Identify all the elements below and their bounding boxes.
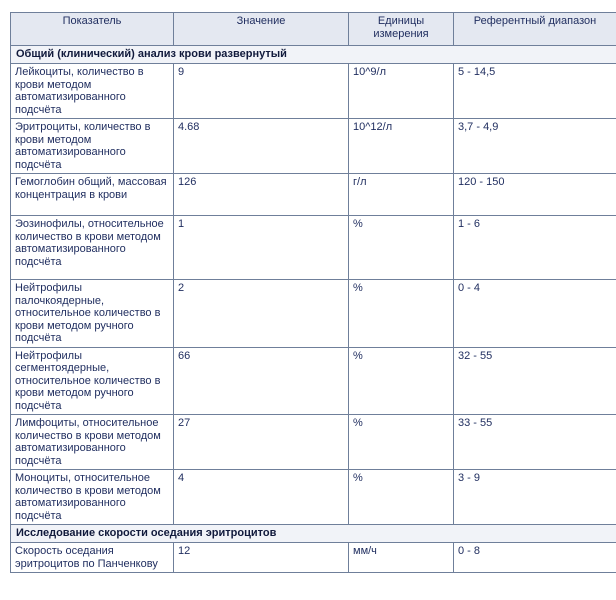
row-value: 4 — [174, 470, 349, 525]
table-row — [11, 174, 616, 216]
row-unit: г/л — [349, 174, 454, 216]
row-reference: 3,7 - 4,9 — [454, 119, 616, 174]
row-reference: 33 - 55 — [454, 415, 616, 470]
table-row — [11, 347, 616, 415]
row-name: Эозинофилы, относительное количество в крови методом автоматизированного подсчёта — [11, 216, 174, 280]
table-row — [11, 470, 616, 525]
row-value: 2 — [174, 280, 349, 348]
table-row — [11, 216, 616, 280]
row-unit: мм/ч — [349, 543, 454, 573]
section-title: Исследование скорости оседания эритроцитов — [11, 525, 616, 543]
row-unit: % — [349, 470, 454, 525]
row-reference: 3 - 9 — [454, 470, 616, 525]
header-reference: Референтный диапазон — [454, 13, 616, 46]
results-table-container — [10, 12, 616, 573]
table-row — [11, 64, 616, 119]
header-value: Значение — [174, 13, 349, 46]
row-value: 4.68 — [174, 119, 349, 174]
row-unit: 10^9/л — [349, 64, 454, 119]
section-row — [11, 525, 616, 543]
row-name: Нейтрофилы сегментоядерные, относительное количество в крови методом ручного подсчёта — [11, 347, 174, 415]
row-value: 12 — [174, 543, 349, 573]
row-name: Скорость оседания эритроцитов по Панченкову — [11, 543, 174, 573]
row-reference: 120 - 150 — [454, 174, 616, 216]
row-reference: 32 - 55 — [454, 347, 616, 415]
row-name: Эритроциты, количество в крови методом автоматизированного подсчёта — [11, 119, 174, 174]
header-indicator: Показатель — [11, 13, 174, 46]
row-name: Нейтрофилы палочкоядерные, относительное количество в крови методом ручного подсчёта — [11, 280, 174, 348]
table-row — [11, 119, 616, 174]
row-value: 27 — [174, 415, 349, 470]
table-row — [11, 415, 616, 470]
row-unit: % — [349, 216, 454, 280]
row-reference: 1 - 6 — [454, 216, 616, 280]
row-name: Лимфоциты, относительное количество в крови методом автоматизированного подсчёта — [11, 415, 174, 470]
row-unit: % — [349, 347, 454, 415]
row-unit: % — [349, 415, 454, 470]
row-value: 126 — [174, 174, 349, 216]
row-value: 9 — [174, 64, 349, 119]
section-title: Общий (клинический) анализ крови развернутый — [11, 46, 616, 64]
section-row — [11, 46, 616, 64]
table-row — [11, 543, 616, 573]
row-reference: 0 - 4 — [454, 280, 616, 348]
row-reference: 5 - 14,5 — [454, 64, 616, 119]
row-reference: 0 - 8 — [454, 543, 616, 573]
row-value: 66 — [174, 347, 349, 415]
header-units: Единицы измерения — [349, 13, 454, 46]
row-name: Лейкоциты, количество в крови методом автоматизированного подсчёта — [11, 64, 174, 119]
row-value: 1 — [174, 216, 349, 280]
table-header-row — [11, 13, 616, 46]
row-unit: % — [349, 280, 454, 348]
row-unit: 10^12/л — [349, 119, 454, 174]
table-row — [11, 280, 616, 348]
lab-results-table — [10, 12, 616, 573]
row-name: Моноциты, относительное количество в крови методом автоматизированного подсчёта — [11, 470, 174, 525]
row-name: Гемоглобин общий, массовая концентрация в крови — [11, 174, 174, 216]
